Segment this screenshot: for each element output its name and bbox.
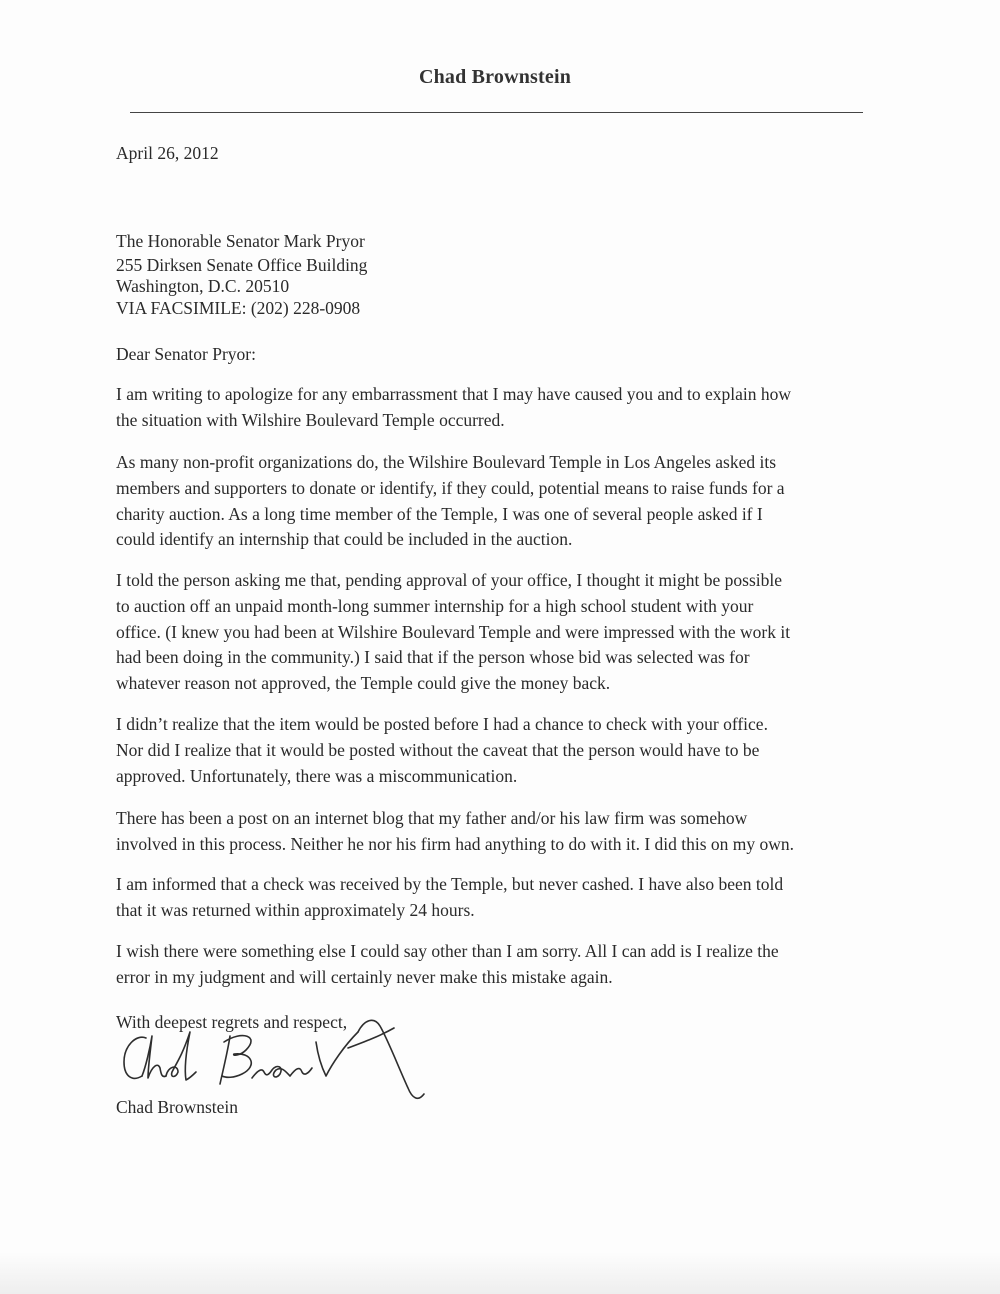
letterhead-name: Chad Brownstein — [418, 66, 572, 88]
paragraph-line: I am informed that a check was received by the Temple, but never cashed. I have also been told — [116, 874, 784, 894]
paragraph-1 — [116, 382, 896, 434]
closing: With deepest regrets and respect, — [116, 1012, 348, 1032]
letter-date: April 26, 2012 — [116, 143, 219, 163]
paragraph-line: the situation with Wilshire Boulevard Temple occurred. — [116, 409, 505, 430]
paragraph-7 — [116, 939, 896, 991]
paragraph-3 — [116, 568, 896, 697]
paragraph-line: Nor did I realize that it would be posted without the caveat that the person would have to be — [116, 739, 760, 760]
paragraph-5 — [116, 806, 896, 858]
paragraph-line: I am writing to apologize for any embarrassment that I may have caused you and to explain how — [116, 384, 791, 404]
paragraph-line: I wish there were something else I could say other than I am sorry. All I can add is I realize the — [116, 941, 779, 961]
paragraph-line: had been doing in the community.) I said that if the person whose bid was selected was for — [116, 647, 750, 668]
paragraph-line: I didn’t realize that the item would be posted before I had a chance to check with your office. — [116, 714, 768, 734]
paragraph-6 — [116, 872, 896, 924]
paragraph-2 — [116, 450, 896, 553]
paragraph-line: As many non-profit organizations do, the Wilshire Boulevard Temple in Los Angeles asked its — [116, 452, 777, 472]
paragraph-4 — [116, 712, 896, 789]
paragraph-line: whatever reason not approved, the Temple could give the money back. — [116, 673, 611, 694]
paragraph-line: could identify an internship that could be included in the auction. — [116, 529, 573, 550]
paragraph-line: involved in this process. Neither he nor his firm had anything to do with it. I did this on my own. — [116, 833, 795, 854]
salutation: Dear Senator Pryor: — [116, 344, 256, 364]
paragraph-line: I told the person asking me that, pending approval of your office, I thought it might be possible — [116, 570, 783, 590]
recipient-line-2: 255 Dirksen Senate Office Building — [116, 255, 368, 275]
paragraph-line: to auction off an unpaid month-long summer internship for a high school student with your — [116, 595, 754, 616]
paragraph-line: office. (I knew you had been at Wilshire Boulevard Temple and were impressed with the work it — [116, 621, 791, 642]
paragraph-line: There has been a post on an internet blog that my father and/or his law firm was somehow — [116, 808, 748, 828]
paragraph-line: that it was returned within approximately 24 hours. — [116, 899, 475, 920]
paragraph-line: error in my judgment and will certainly never make this mistake again. — [116, 966, 613, 987]
letterhead-divider — [130, 112, 863, 113]
paragraph-line: members and supporters to donate or identify, if they could, potential means to raise funds for a — [116, 477, 785, 498]
recipient-line-3: Washington, D.C. 20510 — [116, 276, 290, 296]
handwritten-signature — [112, 1006, 442, 1106]
paragraph-line: charity auction. As a long time member of the Temple, I was one of several people asked if I — [116, 503, 763, 524]
signer-name: Chad Brownstein — [116, 1097, 239, 1117]
recipient-line-1: The Honorable Senator Mark Pryor — [116, 231, 365, 251]
recipient-line-4: VIA FACSIMILE: (202) 228-0908 — [116, 298, 361, 318]
scan-edge-shadow — [0, 1252, 1000, 1294]
paragraph-line: approved. Unfortunately, there was a miscommunication. — [116, 765, 518, 786]
